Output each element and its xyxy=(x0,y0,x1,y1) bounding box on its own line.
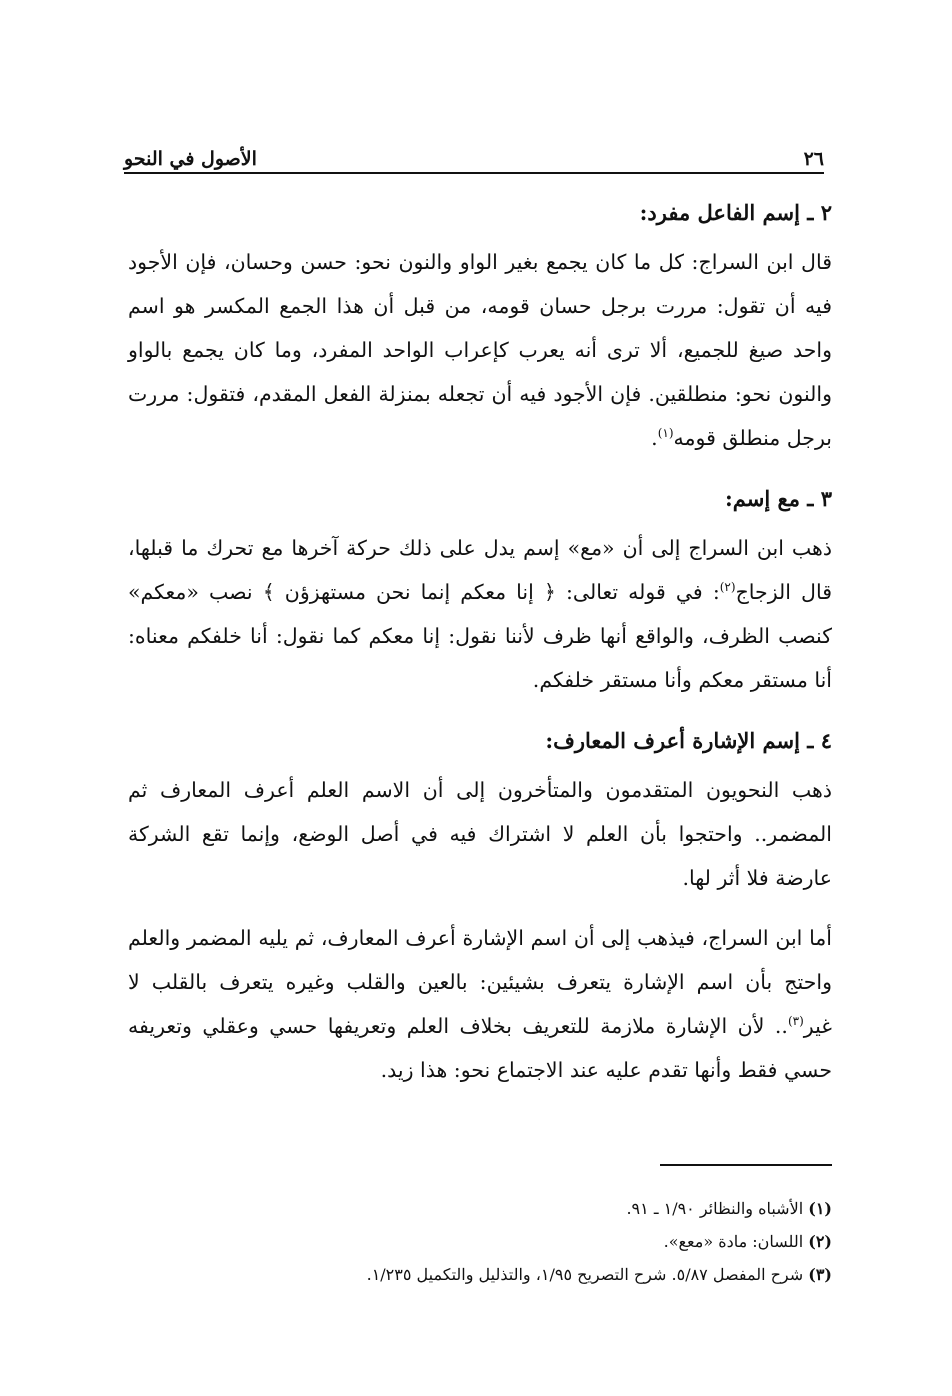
section-3-paragraph-1: ذهب النحويون المتقدمون والمتأخرون إلى أن الاسم العلم أعرف المعارف ثم المضمر.. واحتجوا بأن العلم لا اشتراك فيه في أصل الوضع، وإنما تقع الشركة عارضة فلا أثر لها. xyxy=(128,778,832,890)
section-1-paragraph xyxy=(128,240,832,460)
footnote-ref-1: (١) xyxy=(657,426,674,441)
section-1-text: قال ابن السراج: كل ما كان يجمع بغير الواو والنون نحو: حسن وحسان، فإن الأجود فيه أن تقول: مررت برجل حسان قومه، من قبل أن هذا الجمع المكسر هو اسم واحد صيغ للجميع، ألا ترى أنه يعرب كإعراب الواحد المفرد، وما كان يجمع بالواو والنون نحو: منطلقين. فإن الأجود فيه أن تجعله بمنزلة الفعل المقدم، فتقول: مررت برجل منطلق قومه xyxy=(128,250,832,450)
footnote-number: (٢) xyxy=(808,1232,832,1251)
footnote-number: (٣) xyxy=(808,1265,832,1284)
section-2-text-a: ذهب ابن السراج إلى أن «مع» إسم يدل على ذلك حركة آخرها مع تحرك ما قبلها، قال الزجاج xyxy=(128,536,832,604)
running-head xyxy=(124,140,824,174)
footnote-text: الأشباه والنظائر ١/٩٠ ـ ٩١. xyxy=(626,1199,804,1218)
footnotes xyxy=(128,1192,832,1291)
section-heading-1: ٢ ـ إسم الفاعل مفرد: xyxy=(639,200,832,225)
footnote-item xyxy=(128,1192,832,1225)
section-heading-3: ٤ ـ إسم الإشارة أعرف المعارف: xyxy=(545,728,832,753)
footnote-divider xyxy=(660,1164,832,1166)
book-title: الأصول في النحو xyxy=(124,148,257,170)
section-3-paragraph-2 xyxy=(128,916,832,1092)
section-3-text-b: .. لأن الإشارة ملازمة للتعريف بخلاف العلم وتعريفها حسي وعقلي وتعريفه حسي فقط وأنها تقدم عليه عند الاجتماع نحو: هذا زيد. xyxy=(128,1014,832,1082)
footnote-item xyxy=(128,1258,832,1291)
section-3-text-a: أما ابن السراج، فيذهب إلى أن اسم الإشارة أعرف المعارف، ثم يليه المضمر والعلم واحتج بأن اسم الإشارة يتعرف بشيئين: بالعين والقلب وغيره يتعرف بالقلب لا غير xyxy=(128,926,832,1038)
footnote-ref-3: (٣) xyxy=(787,1014,804,1029)
footnote-number: (١) xyxy=(808,1199,832,1218)
footnote-ref-2: (٢) xyxy=(719,580,736,595)
section-2-paragraph xyxy=(128,526,832,702)
section-1-trailer: . xyxy=(651,426,658,450)
page-number: ٢٦ xyxy=(803,148,824,170)
footnote-text: اللسان: مادة «معع». xyxy=(663,1232,804,1251)
footnote-item xyxy=(128,1225,832,1258)
footnote-text: شرح المفصل ٥/٨٧. شرح التصريح ١/٩٥، والتذليل والتكميل ١/٢٣٥. xyxy=(366,1265,804,1284)
main-text xyxy=(128,190,832,1108)
section-heading-2: ٣ ـ مع إسم: xyxy=(725,486,832,511)
section-2-text-b: : في قوله تعالى: ﴿ إنا معكم إنما نحن مستهزؤن ﴾ نصب «معكم» كنصب الظرف، والواقع أنها ظرف لأننا نقول: إنا معكم كما نقول: أنا خلفكم معناه: أنا مستقر معكم وأنا مستقر خلفكم. xyxy=(128,580,832,692)
